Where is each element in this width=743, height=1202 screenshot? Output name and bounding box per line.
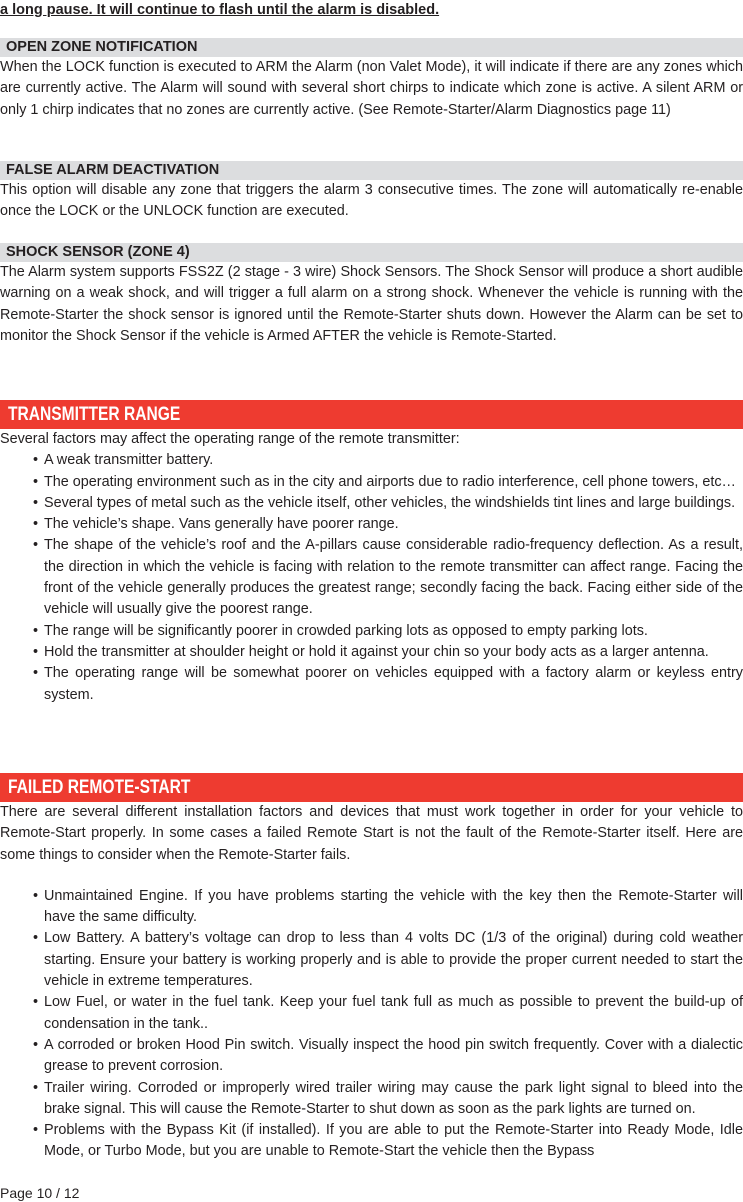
- section-open-zone: [0, 38, 743, 121]
- list-item: • The shape of the vehicle’s roof and the A-pillars cause considerable radio-frequency deflection. As a result, the direction in which the vehicle is facing with relation to the remote transmitter can affect range. Facing the front of the vehicle generally produces the greatest range; secondly facing the back. Facing either side of the vehicle will usually give the poorest range.: [33, 535, 743, 620]
- transmitter-range-list: [0, 450, 743, 706]
- shock-sensor-body: The Alarm system supports FSS2Z (2 stage - 3 wire) Shock Sensors. The Shock Sensor will produce a short audible warning on a weak shock, and will trigger a full alarm on a strong shock. Whenever the vehicle is running with the Remote-Starter the shock sensor is ignored until the Remote-Starter shuts down. However the Alarm can be set to monitor the Shock Sensor if the vehicle is Armed AFTER the vehicle is Remote-Started.: [0, 264, 743, 344]
- list-item: • A corroded or broken Hood Pin switch. Visually inspect the hood pin switch frequently. Cover with a dialectic grease to prevent corrosion.: [33, 1035, 743, 1078]
- failed-remote-start-list: [0, 886, 743, 1163]
- section-transmitter-range: [0, 400, 743, 706]
- list-item: • The operating range will be somewhat poorer on vehicles equipped with a factory alarm or keyless entry system.: [33, 663, 743, 706]
- intro-text: a long pause. It will continue to flash until the alarm is disabled.: [0, 2, 440, 18]
- section-header-shock-sensor: SHOCK SENSOR (ZONE 4): [0, 243, 743, 262]
- page-number: Page 10 / 12: [0, 1185, 80, 1201]
- list-item: • Hold the transmitter at shoulder height or hold it against your chin so your body acts as a larger antenna.: [33, 642, 743, 663]
- false-alarm-body: This option will disable any zone that triggers the alarm 3 consecutive times. The zone will automatically re-enable once the LOCK or the UNLOCK function are executed.: [0, 182, 743, 220]
- section-header-transmitter-range: [0, 400, 743, 429]
- section-false-alarm: [0, 161, 743, 223]
- failed-remote-start-intro: There are several different installation factors and devices that must work together in order for your vehicle to Remote-Start properly. In some cases a failed Remote Start is not the fault of the Remote-Starter itself. Here are some things to consider when the Remote-Starter fails.: [0, 804, 743, 863]
- list-item: • Low Battery. A battery’s voltage can drop to less than 4 volts DC (1/3 of the original) during cold weather starting. Ensure your battery is working properly and is able to provide the proper current needed to start the vehicle in extreme temperatures.: [33, 928, 743, 992]
- transmitter-range-intro: Several factors may affect the operating range of the remote transmitter:: [0, 431, 460, 447]
- list-item: • Several types of metal such as the vehicle itself, other vehicles, the windshields tint lines and large buildings.: [33, 493, 743, 514]
- list-item: • The range will be significantly poorer in crowded parking lots as opposed to empty parking lots.: [33, 621, 743, 642]
- list-item: • Low Fuel, or water in the fuel tank. Keep your fuel tank full as much as possible to prevent the build-up of condensation in the tank..: [33, 992, 743, 1035]
- section-shock-sensor: [0, 243, 743, 347]
- section-header-failed-remote-start: [0, 773, 743, 802]
- section-header-false-alarm: FALSE ALARM DEACTIVATION: [0, 161, 743, 180]
- list-item: • The operating environment such as in the city and airports due to radio interference, cell phone towers, etc…: [33, 472, 743, 493]
- list-item: • Unmaintained Engine. If you have problems starting the vehicle with the key then the Remote-Starter will have the same difficulty.: [33, 886, 743, 929]
- section-failed-remote-start: [0, 773, 743, 1163]
- section-header-open-zone: OPEN ZONE NOTIFICATION: [0, 38, 743, 57]
- open-zone-body: When the LOCK function is executed to ARM the Alarm (non Valet Mode), it will indicate if there are any zones which are currently active. The Alarm will sound with several short chirps to indicate which zone is active. A silent ARM or only 1 chirp indicates that no zones are currently active. (See Remote-Starter/Alarm Diagnostics page 11): [0, 59, 743, 118]
- list-item: • The vehicle’s shape. Vans generally have poorer range.: [33, 514, 743, 535]
- spacer: [0, 866, 743, 886]
- failed-remote-start-title: FAILED REMOTE-START: [8, 777, 191, 798]
- list-item: • Trailer wiring. Corroded or improperly wired trailer wiring may cause the park light signal to bleed into the brake signal. This will cause the Remote-Starter to shut down as soon as the park lights are turned on.: [33, 1078, 743, 1121]
- list-item: • Problems with the Bypass Kit (if installed). If you are able to put the Remote-Starter into Ready Mode, Idle Mode, or Turbo Mode, but you are unable to Remote-Start the vehicle then the Bypass: [33, 1120, 743, 1163]
- transmitter-range-title: TRANSMITTER RANGE: [8, 404, 181, 425]
- list-item: • A weak transmitter battery.: [33, 450, 743, 471]
